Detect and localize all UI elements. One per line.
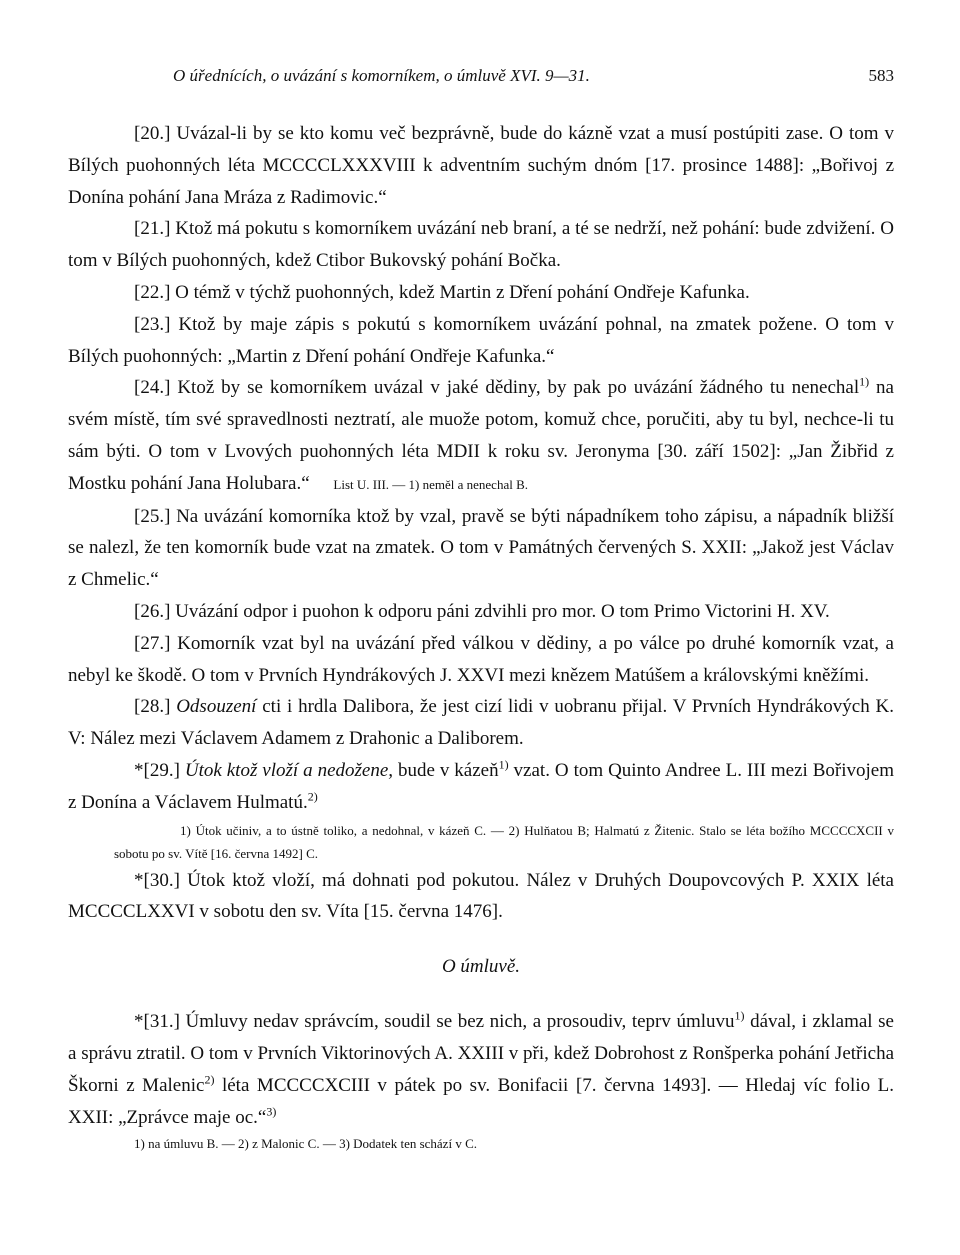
paragraph-29-italic: Útok ktož vloží a nedožene, [184,759,394,781]
paragraph-28-text-b: cti i hrdla Dalibora, že jest cizí lidi v uobranu přijal. V Prvních Hyndrákových K. V: Nález mezi Václavem Adamem z Drahonic a Daliborem. [68,696,894,750]
paragraph-29 [68,755,894,819]
paragraph-31-text-c: léta MCCCCXCIII v pátek po sv. Bonifacii [7. června 1493]. — Hledaj víc folio L. XXII: „Zprávce maje oc.“ [68,1074,894,1128]
footnote-ref: 2) [204,1072,215,1087]
paragraph-31-text-a: *[31.] Úmluvy nedav správcím, soudil se bez nich, a prosoudiv, teprv úmluvu [134,1011,735,1033]
page-number: 583 [868,66,894,85]
page-body [68,118,894,1155]
page [68,66,894,1155]
paragraph-26: [26.] Uvázání odpor i puohon k odporu páni zdvihli pro mor. O tom Primo Victorini H. XV. [134,600,830,622]
paragraph-24-footnote: List U. III. — 1) neměl a nenechal B. [333,476,528,492]
paragraph-25: [25.] Na uvázání komorníka ktož by vzal, pravě se býti nápadníkem toho zápisu, a nápadník bližší se nalezl, že ten komorník bude vzat na zmatek. O tom v Památných červených S. XXII: „Jakož jest Václav z Chmelic.“ [68,505,894,591]
paragraph-28-text-a: [28.] [134,696,177,718]
footnote-31: 1) na úmluvu B. — 2) z Malonic C. — 3) Dodatek ten schází v C. [134,1136,477,1152]
paragraph-31 [68,1006,894,1133]
footnote-ref: 2) [307,789,318,804]
paragraph-20: [20.] Uvázal-li by se kto komu več bezprávně, bude do kázně vzat a musí postúpiti zase. O tom v Bílých puohonných léta MCCCCLXXXVIII k adventním suchým dnóm [17. prosince 1488]: „Bořivoj z Donína pohání Jana Mráza z Radimovic.“ [68,123,894,208]
footnote-ref: 1) [734,1008,745,1023]
paragraph-28-italic: Odsouzení [176,696,257,718]
section-heading-wrap [68,928,894,1006]
running-header [68,66,894,96]
paragraph-24 [68,372,894,500]
paragraph-31-text-b: dával, i zklamal se a správu ztratil. O tom v Prvních Viktorinových A. XXIII v při, kdež Dobrohost z Ronšperka pohání Jetřicha Škorni z Malenic [68,1011,894,1096]
paragraph-29-text-b: bude v kázeň [393,759,499,781]
paragraph-27: [27.] Komorník vzat byl na uvázání před válkou v dědiny, a po válce po druhé komorník vzat, a nebyl ke škodě. O tom v Prvních Hyndrákových J. XXVI mezi knězem Matúšem a královskými kněžími. [68,632,894,686]
paragraph-24-text-a: [24.] Ktož by se komorníkem uvázal v jaké dědiny, by pak po uvázání žádného tu nenechal [134,377,860,399]
footnote-ref: 3) [266,1104,277,1119]
paragraph-22: [22.] O témž v týchž puohonných, kdež Martin z Dření pohání Ondřeje Kafunka. [134,281,750,303]
paragraph-28 [68,691,894,755]
footnote-29: 1) Útok učiniv, a to ústně toliko, a nedohnal, v kázeň C. — 2) Hulňatou B; Halmatú z Žitenic. Stalo se léta božího MCCCCXCII v sobotu po sv. Vítě [16. června 1492] C. [114,822,894,861]
paragraph-21: [21.] Ktož má pokutu s komorníkem uvázání neb braní, a té se nedrží, než pohání: bude zdvižení. O tom v Bílých puohonných, kdež Ctibor Bukovský pohání Bočka. [68,218,894,272]
paragraph-24-text-b: na svém místě, tím své spravedlnosti neztratí, ale muože potom, komuž chce, poručiti, aby tu byl, nechce-li tu sám býti. O tom v Lvových puohonných léta MDII k roku sv. Jeronyma [30. září 1502]: „Jan Žibřid z Mostku pohání Jana Holubara.“ [68,377,894,494]
paragraph-29-text-c: vzat. O tom Quinto Andree L. III mezi Bořivojem z Donína a Václavem Hulmatú. [68,759,894,813]
paragraph-29-text-a: *[29.] [134,759,185,781]
running-title: O úřednících, o uvázání s komorníkem, o úmluvě XVI. 9—31. [173,66,590,85]
paragraph-30: *[30.] Útok ktož vloží, má dohnati pod pokutou. Nález v Druhých Doupovcových P. XXIX léta MCCCCLXXVI v sobotu den sv. Víta [15. června 1476]. [68,869,894,923]
footnote-ref: 1) [859,375,870,390]
footnote-ref: 1) [498,757,509,772]
paragraph-23: [23.] Ktož by maje zápis s pokutú s komorníkem uvázání pohnal, na zmatek požene. O tom v Bílých puohonných: „Martin z Dření pohání Ondřeje Kafunka.“ [68,313,894,367]
section-heading: O úmluvě. [441,956,521,978]
